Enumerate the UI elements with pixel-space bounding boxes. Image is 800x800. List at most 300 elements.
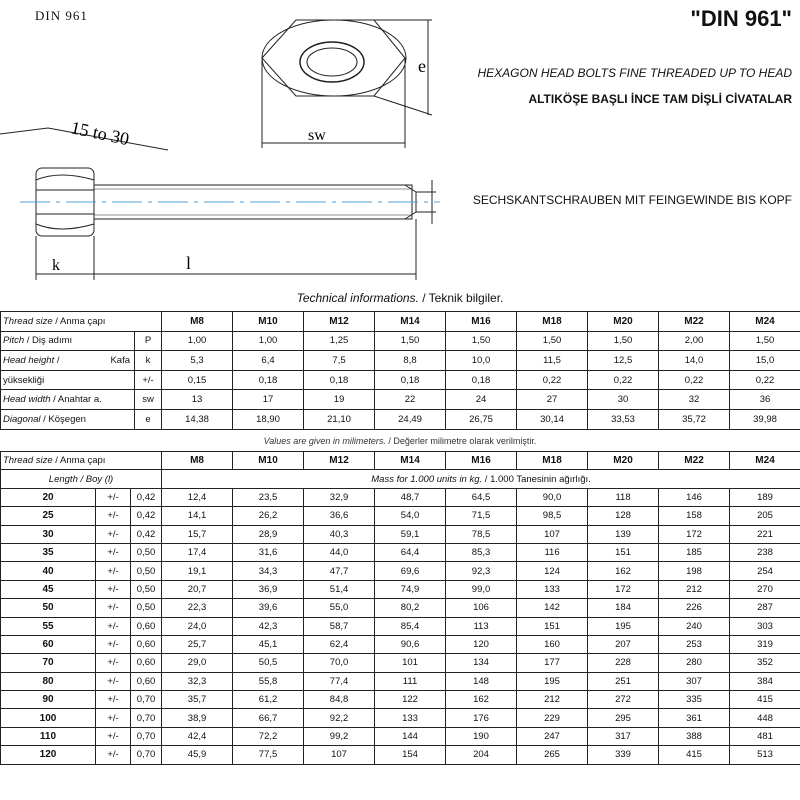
tolerance-symbol: +/-	[96, 727, 131, 745]
mass-value: 448	[730, 709, 800, 727]
length-row	[1, 617, 800, 635]
mass-value: 92,2	[304, 709, 375, 727]
mass-value: 172	[588, 580, 659, 598]
head-height-symbol: k	[135, 351, 162, 371]
mass-value: 54,0	[375, 507, 446, 525]
mass-value: 59,1	[375, 525, 446, 543]
length-mass-row	[1, 470, 800, 488]
thread-size-label-tr: / Anma çapı	[52, 315, 106, 327]
pitch-row	[1, 331, 800, 351]
mass-value: 32,3	[162, 672, 233, 690]
mass-label	[162, 470, 800, 488]
length-value: 25	[1, 507, 96, 525]
mass-value: 177	[517, 654, 588, 672]
head-width-label-en: Head width	[3, 394, 51, 406]
head-height-label-sep: /	[54, 354, 60, 366]
length-tolerance: 0,50	[131, 580, 162, 598]
mass-value: 17,4	[162, 543, 233, 561]
length-tolerance: 0,60	[131, 654, 162, 672]
mass-value: 205	[730, 507, 800, 525]
head-height-label-tr: Kafa	[110, 354, 130, 366]
size-header: M10	[233, 452, 304, 470]
head-height-label	[1, 351, 135, 371]
mass-value: 51,4	[304, 580, 375, 598]
mass-value: 48,7	[375, 488, 446, 506]
head-width-value: 22	[375, 390, 446, 410]
mass-value: 45,1	[233, 635, 304, 653]
tolerance-symbol: +/-	[96, 507, 131, 525]
length-row	[1, 525, 800, 543]
length-tolerance: 0,42	[131, 507, 162, 525]
mass-value: 47,7	[304, 562, 375, 580]
thread-size-label-tr: / Anma çapı	[52, 455, 106, 467]
mass-value: 99,2	[304, 727, 375, 745]
label-sw: sw	[308, 127, 326, 144]
technical-specs-table	[0, 311, 800, 430]
mass-value: 22,3	[162, 599, 233, 617]
mass-value: 247	[517, 727, 588, 745]
length-value: 50	[1, 599, 96, 617]
diagonal-row	[1, 409, 800, 429]
head-width-value: 13	[162, 390, 233, 410]
head-width-value: 32	[659, 390, 730, 410]
mass-value: 212	[659, 580, 730, 598]
mass-value: 151	[588, 543, 659, 561]
diagonal-value: 35,72	[659, 409, 730, 429]
mass-value: 42,3	[233, 617, 304, 635]
diagonal-label-en: Diagonal	[3, 413, 41, 425]
mass-value: 317	[588, 727, 659, 745]
technical-info-title	[0, 291, 800, 305]
mass-value: 116	[517, 543, 588, 561]
length-row	[1, 507, 800, 525]
mass-value: 58,7	[304, 617, 375, 635]
title-german: SECHSKANTSCHRAUBEN MIT FEINGEWINDE BIS KOPF	[472, 193, 792, 207]
mass-value: 42,4	[162, 727, 233, 745]
mass-value: 29,0	[162, 654, 233, 672]
mass-value: 55,0	[304, 599, 375, 617]
mass-value: 20,7	[162, 580, 233, 598]
mass-value: 99,0	[446, 580, 517, 598]
mass-value: 238	[730, 543, 800, 561]
mass-value: 204	[446, 746, 517, 764]
size-header: M18	[517, 312, 588, 332]
head-height-value: 10,0	[446, 351, 517, 371]
length-value: 100	[1, 709, 96, 727]
mass-value: 107	[517, 525, 588, 543]
mass-value: 15,7	[162, 525, 233, 543]
size-header: M12	[304, 312, 375, 332]
size-header: M20	[588, 452, 659, 470]
mass-value: 160	[517, 635, 588, 653]
length-value: 30	[1, 525, 96, 543]
size-header: M8	[162, 312, 233, 332]
head-height-tolerance: 0,15	[162, 370, 233, 390]
length-row	[1, 562, 800, 580]
diagonal-value: 18,90	[233, 409, 304, 429]
tolerance-symbol: +/-	[96, 562, 131, 580]
head-height-value: 12,5	[588, 351, 659, 371]
tolerance-symbol: +/-	[96, 635, 131, 653]
mass-value: 162	[446, 691, 517, 709]
length-row	[1, 746, 800, 764]
mass-value: 148	[446, 672, 517, 690]
diagonal-value: 26,75	[446, 409, 517, 429]
mass-value: 106	[446, 599, 517, 617]
mass-table	[0, 451, 800, 765]
length-row	[1, 599, 800, 617]
mass-value: 335	[659, 691, 730, 709]
tolerance-symbol: +/-	[135, 370, 162, 390]
mass-value: 142	[517, 599, 588, 617]
mass-value: 307	[659, 672, 730, 690]
size-header: M20	[588, 312, 659, 332]
length-value: 55	[1, 617, 96, 635]
mass-value: 113	[446, 617, 517, 635]
length-tolerance: 0,70	[131, 727, 162, 745]
tolerance-symbol: +/-	[96, 691, 131, 709]
diagonal-value: 39,98	[730, 409, 800, 429]
pitch-label	[1, 331, 135, 351]
head-height-tolerance-row	[1, 370, 800, 390]
thread-size-label-en: Thread size	[3, 455, 53, 467]
length-tolerance: 0,50	[131, 543, 162, 561]
size-header: M22	[659, 452, 730, 470]
pitch-label-en: Pitch	[3, 335, 25, 347]
length-tolerance: 0,70	[131, 691, 162, 709]
head-height-value: 8,8	[375, 351, 446, 371]
head-height-label-tr-cont: yüksekliği	[3, 374, 45, 386]
mass-label-tr: / 1.000 Tanesinin ağırlığı.	[482, 473, 591, 485]
head-width-label	[1, 390, 135, 410]
mass-value: 61,2	[233, 691, 304, 709]
mass-value: 98,5	[517, 507, 588, 525]
mass-value: 28,9	[233, 525, 304, 543]
mass-value: 44,0	[304, 543, 375, 561]
pitch-value: 1,50	[375, 331, 446, 351]
mass-value: 195	[588, 617, 659, 635]
length-row	[1, 727, 800, 745]
mass-value: 69,6	[375, 562, 446, 580]
label-e: e	[418, 56, 426, 76]
mass-value: 212	[517, 691, 588, 709]
mass-value: 14,1	[162, 507, 233, 525]
bolt-hole-inner	[307, 48, 357, 76]
pitch-value: 1,00	[162, 331, 233, 351]
length-row	[1, 672, 800, 690]
mass-value: 384	[730, 672, 800, 690]
units-note	[0, 436, 800, 446]
length-tolerance: 0,70	[131, 709, 162, 727]
thread-size-header	[1, 312, 162, 332]
bolt-drawing	[0, 0, 800, 290]
length-tolerance: 0,60	[131, 635, 162, 653]
length-value: 35	[1, 543, 96, 561]
length-tolerance: 0,70	[131, 746, 162, 764]
head-width-row	[1, 390, 800, 410]
mass-value: 66,7	[233, 709, 304, 727]
pitch-value: 1,00	[233, 331, 304, 351]
head-width-symbol: sw	[135, 390, 162, 410]
head-height-row	[1, 351, 800, 371]
mass-value: 139	[588, 525, 659, 543]
diagonal-label-tr: / Köşegen	[40, 413, 86, 425]
mass-value: 23,5	[233, 488, 304, 506]
head-height-tolerance: 0,22	[517, 370, 588, 390]
mass-value: 50,5	[233, 654, 304, 672]
mass-value: 361	[659, 709, 730, 727]
length-row	[1, 635, 800, 653]
mass-value: 154	[375, 746, 446, 764]
tolerance-symbol: +/-	[96, 543, 131, 561]
mass-value: 85,3	[446, 543, 517, 561]
length-value: 60	[1, 635, 96, 653]
size-header: M24	[730, 312, 800, 332]
size-header: M18	[517, 452, 588, 470]
length-value: 20	[1, 488, 96, 506]
diagonal-value: 30,14	[517, 409, 588, 429]
mass-value: 107	[304, 746, 375, 764]
mass-value: 339	[588, 746, 659, 764]
size-header: M22	[659, 312, 730, 332]
length-value: 90	[1, 691, 96, 709]
diagonal-value: 33,53	[588, 409, 659, 429]
pitch-value: 1,50	[517, 331, 588, 351]
mass-label-en: Mass for 1.000 units in kg.	[371, 473, 483, 485]
mass-value: 35,7	[162, 691, 233, 709]
mass-value: 24,0	[162, 617, 233, 635]
tolerance-symbol: +/-	[96, 488, 131, 506]
head-width-value: 19	[304, 390, 375, 410]
technical-info-title-en: Technical informations.	[296, 291, 419, 305]
head-height-tolerance: 0,18	[304, 370, 375, 390]
mass-value: 352	[730, 654, 800, 672]
mass-value: 184	[588, 599, 659, 617]
head-height-tolerance: 0,18	[375, 370, 446, 390]
mass-value: 388	[659, 727, 730, 745]
length-row	[1, 654, 800, 672]
pitch-value: 1,50	[588, 331, 659, 351]
mass-value: 36,6	[304, 507, 375, 525]
pitch-symbol: P	[135, 331, 162, 351]
mass-value: 295	[588, 709, 659, 727]
length-tolerance: 0,60	[131, 672, 162, 690]
head-height-value: 6,4	[233, 351, 304, 371]
mass-value: 280	[659, 654, 730, 672]
pitch-value: 2,00	[659, 331, 730, 351]
mass-value: 64,5	[446, 488, 517, 506]
mass-value: 251	[588, 672, 659, 690]
table-header-row	[1, 312, 800, 332]
length-value: 70	[1, 654, 96, 672]
din-label-left: DIN 961	[35, 8, 88, 23]
mass-value: 74,9	[375, 580, 446, 598]
size-header: M12	[304, 452, 375, 470]
length-value: 40	[1, 562, 96, 580]
mass-value: 25,7	[162, 635, 233, 653]
head-height-tolerance: 0,22	[659, 370, 730, 390]
mass-value: 133	[517, 580, 588, 598]
mass-value: 415	[659, 746, 730, 764]
label-angle: 15 to 30	[69, 117, 132, 150]
tolerance-symbol: +/-	[96, 672, 131, 690]
mass-value: 133	[375, 709, 446, 727]
length-tolerance: 0,60	[131, 617, 162, 635]
mass-value: 481	[730, 727, 800, 745]
head-height-label-cont	[1, 370, 135, 390]
mass-value: 513	[730, 746, 800, 764]
length-value: 120	[1, 746, 96, 764]
technical-info-title-tr: / Teknik bilgiler.	[418, 291, 504, 305]
mass-value: 228	[588, 654, 659, 672]
mass-value: 287	[730, 599, 800, 617]
diagonal-value: 14,38	[162, 409, 233, 429]
mass-value: 319	[730, 635, 800, 653]
head-height-value: 7,5	[304, 351, 375, 371]
size-header: M16	[446, 452, 517, 470]
mass-value: 190	[446, 727, 517, 745]
mass-value: 19,1	[162, 562, 233, 580]
mass-value: 45,9	[162, 746, 233, 764]
mass-value: 70,0	[304, 654, 375, 672]
head-height-value: 11,5	[517, 351, 588, 371]
mass-value: 84,8	[304, 691, 375, 709]
mass-value: 71,5	[446, 507, 517, 525]
mass-value: 40,3	[304, 525, 375, 543]
mass-value: 189	[730, 488, 800, 506]
mass-value: 229	[517, 709, 588, 727]
title-turkish: ALTIKÖŞE BAŞLI İNCE TAM DİŞLİ CİVATALAR	[528, 92, 792, 106]
pitch-value: 1,25	[304, 331, 375, 351]
pitch-value: 1,50	[446, 331, 517, 351]
mass-value: 172	[659, 525, 730, 543]
size-header: M14	[375, 452, 446, 470]
mass-value: 90,0	[517, 488, 588, 506]
mass-value: 62,4	[304, 635, 375, 653]
length-tolerance: 0,50	[131, 562, 162, 580]
mass-value: 34,3	[233, 562, 304, 580]
diagonal-value: 21,10	[304, 409, 375, 429]
mass-value: 158	[659, 507, 730, 525]
label-l: l	[186, 253, 192, 273]
units-note-tr: / Değerler milimetre olarak verilmiştir.	[385, 436, 537, 446]
din-title: "DIN 961"	[690, 6, 792, 31]
head-width-value: 27	[517, 390, 588, 410]
length-tolerance: 0,50	[131, 599, 162, 617]
tolerance-symbol: +/-	[96, 709, 131, 727]
units-note-en: Values are given in milimeters.	[263, 436, 386, 446]
mass-value: 90,6	[375, 635, 446, 653]
mass-value: 111	[375, 672, 446, 690]
mass-value: 77,5	[233, 746, 304, 764]
mass-value: 176	[446, 709, 517, 727]
pitch-value: 1,50	[730, 331, 800, 351]
size-header: M8	[162, 452, 233, 470]
mass-value: 195	[517, 672, 588, 690]
mass-value: 32,9	[304, 488, 375, 506]
mass-value: 36,9	[233, 580, 304, 598]
mass-value: 146	[659, 488, 730, 506]
tolerance-symbol: +/-	[96, 580, 131, 598]
head-height-label-en: Head height	[3, 354, 55, 366]
mass-value: 144	[375, 727, 446, 745]
head-height-value: 5,3	[162, 351, 233, 371]
head-height-value: 14,0	[659, 351, 730, 371]
head-width-label-tr: / Anahtar a.	[50, 394, 102, 406]
size-header: M16	[446, 312, 517, 332]
tolerance-symbol: +/-	[96, 525, 131, 543]
length-value: 80	[1, 672, 96, 690]
mass-value: 151	[517, 617, 588, 635]
mass-value: 120	[446, 635, 517, 653]
mass-value: 78,5	[446, 525, 517, 543]
head-width-value: 30	[588, 390, 659, 410]
mass-value: 415	[730, 691, 800, 709]
title-english: HEXAGON HEAD BOLTS FINE THREADED UP TO HEAD	[477, 66, 792, 80]
tolerance-symbol: +/-	[96, 599, 131, 617]
mass-value: 12,4	[162, 488, 233, 506]
size-header: M24	[730, 452, 800, 470]
length-value: 45	[1, 580, 96, 598]
mass-value: 92,3	[446, 562, 517, 580]
size-header: M14	[375, 312, 446, 332]
mass-value: 31,6	[233, 543, 304, 561]
label-k: k	[52, 257, 60, 274]
thread-size-label-en: Thread size	[3, 315, 53, 327]
mass-value: 101	[375, 654, 446, 672]
mass-value: 72,2	[233, 727, 304, 745]
mass-value: 64,4	[375, 543, 446, 561]
diagonal-symbol: e	[135, 409, 162, 429]
length-value: 110	[1, 727, 96, 745]
mass-value: 122	[375, 691, 446, 709]
mass-value: 198	[659, 562, 730, 580]
head-width-value: 24	[446, 390, 517, 410]
mass-value: 270	[730, 580, 800, 598]
head-height-tolerance: 0,22	[588, 370, 659, 390]
mass-value: 303	[730, 617, 800, 635]
mass-value: 272	[588, 691, 659, 709]
mass-value: 240	[659, 617, 730, 635]
mass-value: 26,2	[233, 507, 304, 525]
tolerance-symbol: +/-	[96, 746, 131, 764]
table-header-row	[1, 452, 800, 470]
length-row	[1, 543, 800, 561]
length-row	[1, 691, 800, 709]
mass-value: 124	[517, 562, 588, 580]
mass-value: 134	[446, 654, 517, 672]
mass-value: 226	[659, 599, 730, 617]
tolerance-symbol: +/-	[96, 654, 131, 672]
length-row	[1, 488, 800, 506]
mass-value: 85,4	[375, 617, 446, 635]
mass-value: 55,8	[233, 672, 304, 690]
length-row	[1, 580, 800, 598]
mass-value: 221	[730, 525, 800, 543]
size-header: M10	[233, 312, 304, 332]
mass-value: 265	[517, 746, 588, 764]
length-row	[1, 709, 800, 727]
mass-value: 253	[659, 635, 730, 653]
mass-value: 77,4	[304, 672, 375, 690]
diagonal-label	[1, 409, 135, 429]
length-label: Length / Boy (l)	[1, 470, 162, 488]
hex-head-chamfer-circle	[262, 20, 406, 96]
mass-value: 80,2	[375, 599, 446, 617]
diagonal-value: 24,49	[375, 409, 446, 429]
mass-value: 254	[730, 562, 800, 580]
mass-value: 128	[588, 507, 659, 525]
